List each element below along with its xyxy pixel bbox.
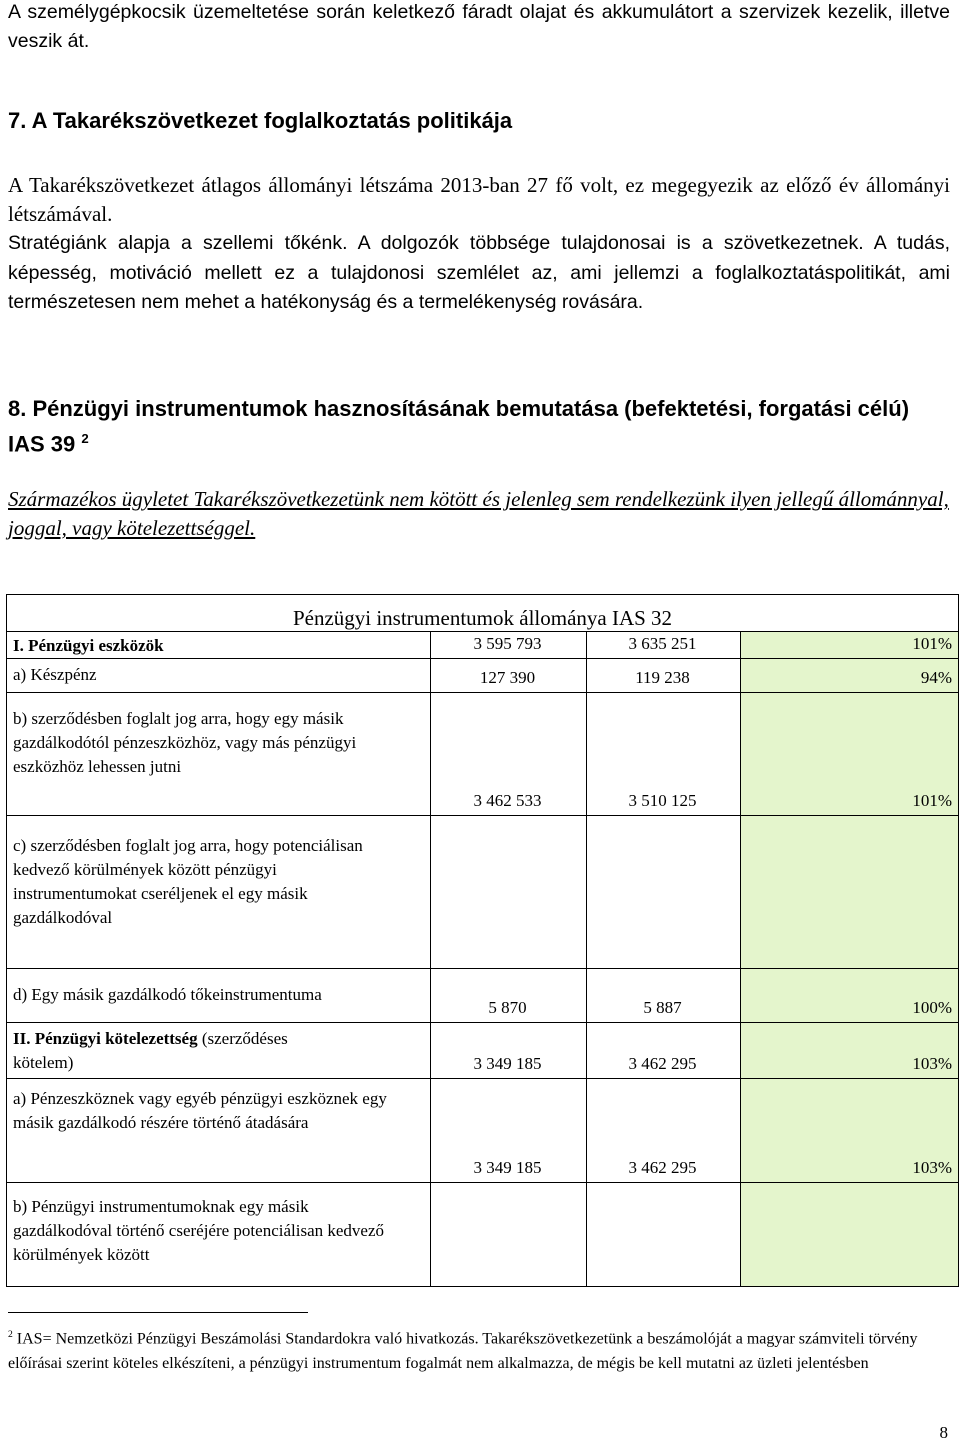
value-2013: 127 390 xyxy=(431,659,587,693)
section-7-paragraph-1: A Takarékszövetkezet átlagos állományi létszáma 2013-ban 27 fő volt, ez megegyezik az előző év állományi létszámával. xyxy=(8,173,950,226)
footnote xyxy=(8,1322,952,1376)
page-number: 8 xyxy=(939,1423,948,1442)
percent-value: 101% xyxy=(741,693,959,816)
table-row xyxy=(7,816,959,969)
row-label: b) szerződésben foglalt jog arra, hogy egy másik gazdálkodótól pénzeszközhöz, vagy más pénzügyi eszközhöz lehessen jutni xyxy=(7,693,431,816)
table-row xyxy=(7,969,959,1023)
value-2012: 3 462 295 xyxy=(587,1079,741,1183)
value-2012: 3 462 295 xyxy=(587,1023,741,1079)
table-row xyxy=(7,1183,959,1287)
row-label: c) szerződésben foglalt jog arra, hogy potenciálisan kedvező körülmények között pénzügyi instrumentumokat cseréljenek el egy másik gazdálkodóval xyxy=(7,816,431,969)
value-2012: 119 238 xyxy=(587,659,741,693)
footnote-separator xyxy=(8,1312,308,1313)
value-2013: 3 462 533 xyxy=(431,693,587,816)
table-row xyxy=(7,1079,959,1183)
footnote-reference: 2 xyxy=(81,431,89,446)
footnote-text: IAS= Nemzetközi Pénzügyi Beszámolási Standardokra való hivatkozás. Takarékszövetkezetünk a beszámolóját a magyar számviteli törvény előírásai szerint köteles elkészíteni, a pénzügyi instrumentum fogalmát nem alkalmazza, de mégis be kell mutatni az üzleti jelentésben xyxy=(8,1330,918,1373)
value-2012 xyxy=(587,816,741,969)
value-2013: 3 349 185 xyxy=(431,1079,587,1183)
row-label: b) Pénzügyi instrumentumoknak egy másik gazdálkodóval történő cseréjére potenciálisan kedvező körülmények között xyxy=(7,1183,431,1287)
row-label: a) Pénzeszköznek vagy egyéb pénzügyi eszköznek egy másik gazdálkodó részére történő átadására xyxy=(7,1079,431,1183)
percent-value: 100% xyxy=(741,969,959,1023)
value-2012: 3 635 251 xyxy=(587,632,741,659)
table-row xyxy=(7,1023,959,1079)
value-2013: 3 349 185 xyxy=(431,1023,587,1079)
value-2012: 3 510 125 xyxy=(587,693,741,816)
percent-value xyxy=(741,1183,959,1287)
percent-value xyxy=(741,816,959,969)
value-2013 xyxy=(431,1183,587,1287)
percent-value: 103% xyxy=(741,1079,959,1183)
table-row xyxy=(7,659,959,693)
table-title: Pénzügyi instrumentumok állománya IAS 32 xyxy=(7,595,959,632)
section-7-heading: 7. A Takarékszövetkezet foglalkoztatás politikája xyxy=(8,108,513,133)
value-2012: 5 887 xyxy=(587,969,741,1023)
value-2013 xyxy=(431,816,587,969)
percent-value: 103% xyxy=(741,1023,959,1079)
section-8-heading xyxy=(8,394,950,459)
row-label: I. Pénzügyi eszközök xyxy=(7,632,431,659)
section-8-heading-text: 8. Pénzügyi instrumentumok hasznosításának bemutatása (befektetési, forgatási célú) IAS 39 xyxy=(8,396,910,457)
percent-value: 94% xyxy=(741,659,959,693)
value-2012 xyxy=(587,1183,741,1287)
table-row xyxy=(7,693,959,816)
section-7-paragraph-2: Stratégiánk alapja a szellemi tőkénk. A dolgozók többsége tulajdonosai is a szövetkezetnek. A tudás, képesség, motiváció mellett ez a tulajdonosi szemlélet az, ami jellemzi a foglalkoztatáspolitikát, ami természetesen nem mehet a hatékonyság és a termelékenység rovására. xyxy=(8,232,950,313)
row-label: a) Készpénz xyxy=(7,659,431,693)
table-row xyxy=(7,632,959,659)
percent-value: 101% xyxy=(741,632,959,659)
value-2013: 3 595 793 xyxy=(431,632,587,659)
derivatives-statement: Származékos ügyletet Takarékszövetkezetünk nem kötött és jelenleg sem rendelkezünk ilyen jellegű állománnyal, joggal, vagy kötelezettséggel. xyxy=(8,487,949,540)
footnote-number: 2 xyxy=(8,1329,13,1340)
value-2013: 5 870 xyxy=(431,969,587,1023)
financial-instruments-table xyxy=(6,594,959,1287)
table-title-row xyxy=(7,595,959,632)
intro-paragraph: A személygépkocsik üzemeltetése során keletkező fáradt olajat és akkumulátort a szervizek kezelik, illetve veszik át. xyxy=(8,1,950,52)
row-label: II. Pénzügyi kötelezettség (szerződéses kötelem) xyxy=(7,1023,431,1079)
row-label: d) Egy másik gazdálkodó tőkeinstrumentuma xyxy=(7,969,431,1023)
